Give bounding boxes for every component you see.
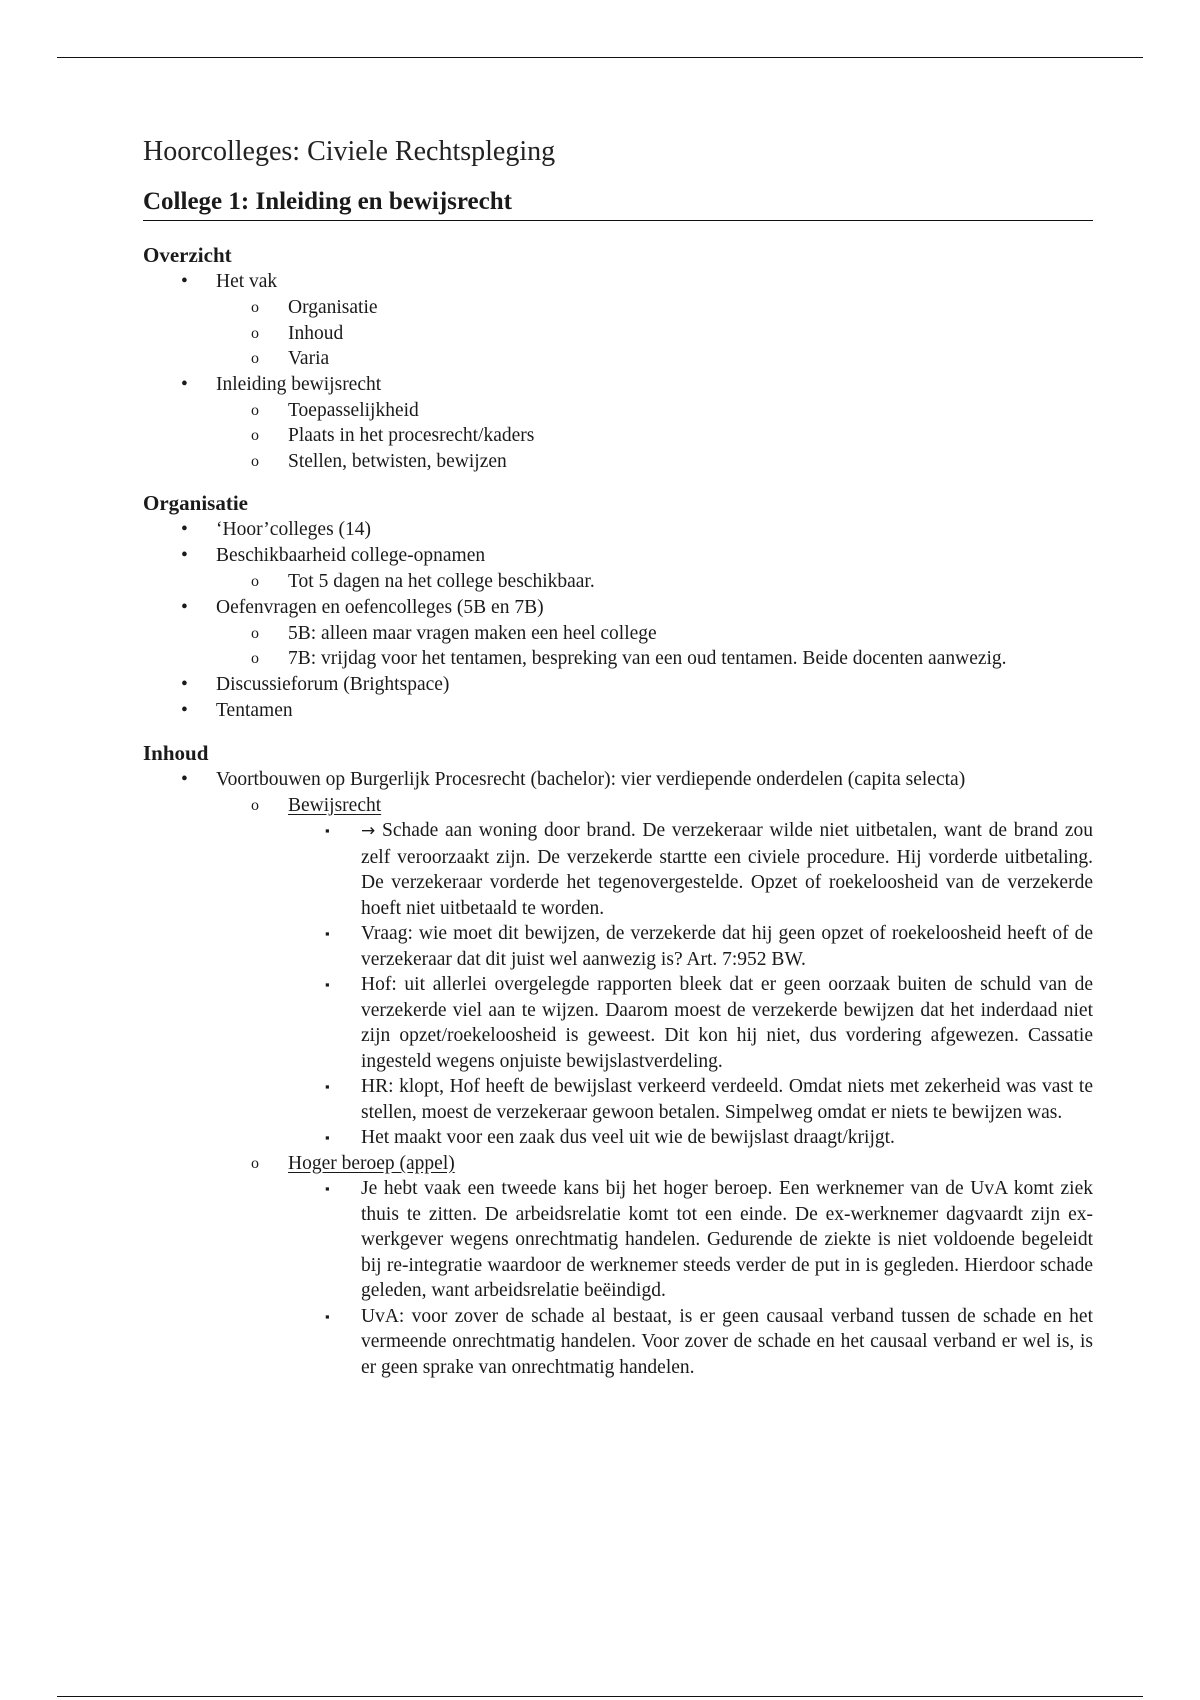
inhoud-list [143,767,1093,1381]
point-text: UvA: voor zover de schade al bestaat, is er geen causaal verband tussen de schade en het vermeende onrechtmatig handelen. Voor zover de schade en het causaal verband er wel is, is er geen sprake van onrechtmatig handelen. [361,1305,1093,1378]
page-top-rule [57,57,1143,58]
list-item [143,595,1093,621]
list-item [143,269,1093,295]
list-item [143,372,1093,398]
sub-list-item [143,569,1093,595]
point-text: HR: klopt, Hof heeft de bewijslast verkeerd verdeeld. Omdat niets met zekerheid was vast te stellen, moest de verzekeraar gewoon betalen. Simpelweg omdat er niets te bewijzen was. [361,1076,1093,1123]
organisatie-list [143,517,1093,724]
square-bullet-icon: ▪ [325,1308,330,1324]
point-text: Hof: uit allerlei overgelegde rapporten bleek dat er geen oorzaak buiten de schuld van de verzekerde viel aan te wijzen. Daarom moest de verzekerde bewijzen dat het inderdaad niet zijn opzet/roekeloosheid is geweest. Dit kon hij niet, dus vordering afgewezen. Cassatie ingesteld wegens onjuiste bewijslastverdeling. [361,974,1093,1072]
section-inhoud [143,740,1093,1381]
sub-list-item-label: Inhoud [288,322,344,344]
square-bullet-icon: ▪ [325,977,330,992]
list-item-label: ‘Hoor’colleges (14) [216,519,372,540]
sub-list-item-label: Organisatie [288,297,378,318]
sub-list-item-label: Tot 5 dagen na het college beschikbaar. [288,571,595,592]
page-bottom-rule [57,1696,1143,1697]
sub-list-item-label: Stellen, betwisten, bewijzen [288,450,507,472]
right-arrow-icon: → [361,821,376,841]
sub-list-item [143,646,1093,672]
circle-bullet-icon: o [251,452,259,470]
list-item-label: Inleiding bewijsrecht [216,373,382,395]
bullet-icon: • [181,673,188,695]
list-item [143,767,1093,793]
circle-bullet-icon: o [251,650,259,667]
section-heading-overzicht: Overzicht [143,243,232,267]
point-item [143,1176,1093,1304]
sub-list-item [143,346,1093,372]
sub-list-item [143,295,1093,321]
list-item-label: Tentamen [216,699,293,721]
circle-bullet-icon: o [251,324,259,342]
point-item [143,921,1093,972]
circle-bullet-icon: o [251,299,259,316]
square-bullet-icon: ▪ [325,1130,330,1145]
list-item-label: Voortbouwen op Burgerlijk Procesrecht (bachelor): vier verdiepende onderdelen (capita selecta) [216,768,966,790]
square-bullet-icon: ▪ [325,1181,330,1196]
document-title: Hoorcolleges: Civiele Rechtspleging [143,136,556,167]
bullet-icon: • [181,699,188,721]
circle-bullet-icon: o [251,350,259,367]
circle-bullet-icon: o [251,624,259,642]
sub-list-item-label: Toepasselijkheid [288,399,419,421]
section-organisatie [143,490,1093,724]
bullet-icon: • [181,596,188,618]
list-item-label: Oefenvragen en oefencolleges (5B en 7B) [216,596,544,618]
bullet-icon: • [181,271,188,292]
section-overzicht [143,242,1093,474]
document-page [143,136,1093,1380]
circle-bullet-icon: o [251,796,259,814]
circle-bullet-icon: o [251,1154,259,1172]
sub-list-item-label: 5B: alleen maar vragen maken een heel college [288,622,657,644]
sub-list-item-label: Plaats in het procesrecht/kaders [288,425,535,446]
circle-bullet-icon: o [251,401,259,419]
list-item [143,543,1093,569]
sub-list-item [143,398,1093,424]
point-text: Het maakt voor een zaak dus veel uit wie de bewijslast draagt/krijgt. [361,1127,895,1148]
section-heading-organisatie: Organisatie [143,491,248,515]
bullet-icon: • [181,519,188,540]
sub-list-item [143,423,1093,449]
bullet-icon: • [181,373,188,395]
bullet-icon: • [181,545,188,566]
point-item [143,972,1093,1074]
point-item [143,1304,1093,1381]
point-item [143,1125,1093,1151]
sub-list-item [143,449,1093,475]
list-item-label: Beschikbaarheid college-opnamen [216,545,486,566]
list-item [143,698,1093,724]
square-bullet-icon: ▪ [325,1079,330,1094]
list-item-label: Het vak [216,271,278,292]
circle-bullet-icon: o [251,573,259,590]
point-item [143,1074,1093,1125]
sub-list-item-label: Varia [288,348,330,369]
square-bullet-icon: ▪ [325,926,330,941]
sub-list-item-label: Hoger beroep (appel) [288,1152,455,1174]
list-item-label: Discussieforum (Brightspace) [216,673,450,695]
college-heading: College 1: Inleiding en bewijsrecht [143,188,1093,221]
bullet-icon: • [181,768,188,790]
point-text: Schade aan woning door brand. De verzekeraar wilde niet uitbetalen, want de brand zou zelf veroorzaakt zijn. De verzekerde startte een civiele procedure. Hij vorderde uitbetaling. De verzekeraar vorderde het tegenovergestelde. Opzet of roekeloosheid van de verzekerde hoeft niet uitbetaald te worden. [361,820,1093,919]
sub-list-item-bewijsrecht [143,793,1093,819]
sub-list-item [143,621,1093,647]
point-item [143,818,1093,921]
overzicht-list [143,269,1093,474]
list-item [143,517,1093,543]
sub-list-item-label: Bewijsrecht [288,794,382,816]
sub-list-item-label: 7B: vrijdag voor het tentamen, bespreking van een oud tentamen. Beide docenten aanwezig. [288,648,1007,669]
circle-bullet-icon: o [251,427,259,444]
list-item [143,672,1093,698]
sub-list-item-hoger-beroep [143,1151,1093,1177]
point-text: Je hebt vaak een tweede kans bij het hoger beroep. Een werknemer van de UvA komt ziek thuis te zitten. De arbeidsrelatie komt tot een einde. De ex-werknemer dagvaardt zijn ex-werkgever wegens onrechtmatig handelen. Gedurende de ziekte is niet voldoende begeleidt bij re-integratie waardoor de werknemer steeds verder de put in is gegleden. Hierdoor schade geleden, want arbeidsrelatie beëindigd. [361,1178,1093,1301]
sub-list-item [143,321,1093,347]
section-heading-inhoud: Inhoud [143,740,209,765]
square-bullet-icon: ▪ [325,823,330,838]
point-text: Vraag: wie moet dit bewijzen, de verzekerde dat hij geen opzet of roekeloosheid heeft of de verzekeraar dat dit juist wel aanwezig is? Art. 7:952 BW. [361,923,1093,970]
